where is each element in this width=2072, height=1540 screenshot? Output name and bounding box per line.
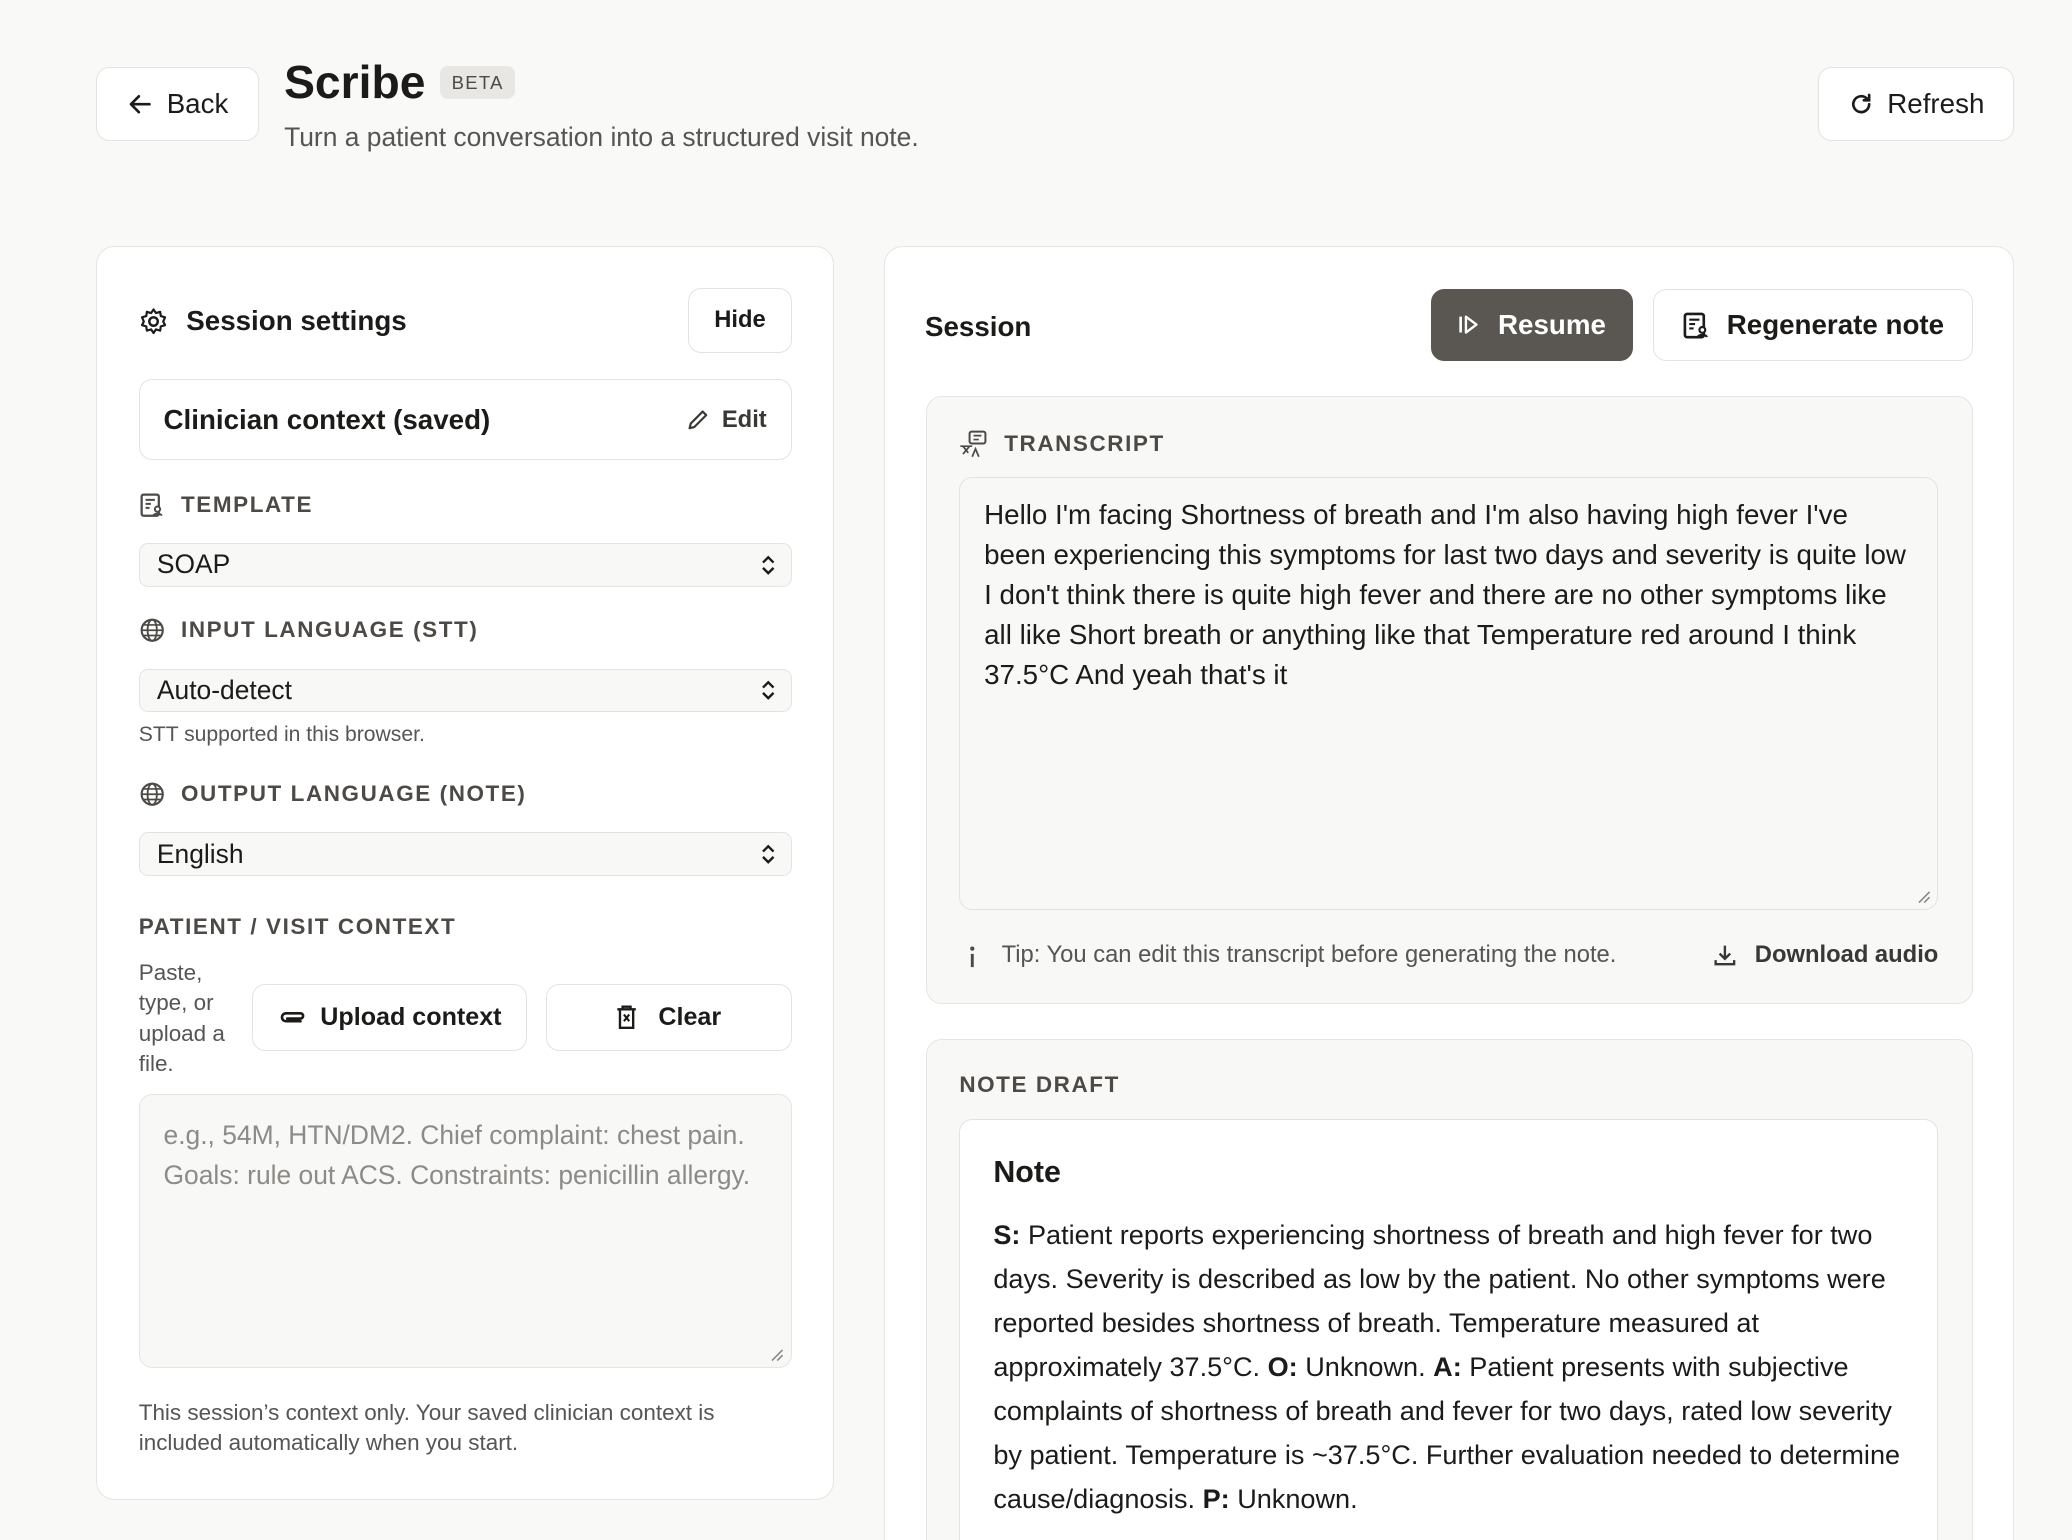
- download-audio-button[interactable]: [1713, 941, 1939, 969]
- context-help-text: Paste, type, or upload a file.: [138, 960, 225, 1077]
- output-language-label: [139, 781, 527, 807]
- refresh-icon: [1848, 91, 1874, 117]
- hide-button[interactable]: Hide: [688, 288, 791, 353]
- assessment-label: A:: [1433, 1350, 1462, 1382]
- output-language-label-text: OUTPUT LANGUAGE (NOTE): [181, 781, 527, 807]
- input-language-label-text: INPUT LANGUAGE (STT): [181, 617, 479, 643]
- page-subtitle: Turn a patient conversation into a structured visit note.: [284, 121, 919, 152]
- paperclip-icon: [278, 1008, 307, 1026]
- session-title: Session: [924, 310, 1032, 342]
- patient-context-placeholder: e.g., 54M, HTN/DM2. Chief complaint: chest pain. Goals: rule out ACS. Constraints: penicillin allergy.: [163, 1120, 751, 1190]
- arrow-left-icon: [127, 91, 153, 117]
- session-settings-title: Session settings: [186, 305, 407, 337]
- context-footer-text: This session’s context only. Your saved clinician context is included automatically when you start.: [138, 1400, 715, 1456]
- clear-button[interactable]: [546, 984, 792, 1050]
- subjective-text: Patient reports experiencing shortness of breath and high fever for two days. Severity is described as low by the patient. No other symptoms were reported besides shortness of breath. Temperature measured at approximately 37.5°C.: [993, 1219, 1886, 1382]
- transcript-text: Hello I'm facing Shortness of breath and I'm also having high fever I've been experiencing this symptoms for last two days and severity is quite low I don't think there is quite high fever and there are no other symptoms like all like Short breath or anything like that Temperature red around I think 37.5°C And yeah that's it: [984, 499, 1906, 691]
- pencil-icon: [686, 408, 710, 432]
- chevron-updown-icon: [759, 552, 777, 578]
- edit-label: Edit: [721, 405, 767, 433]
- note-heading: Note: [993, 1154, 1061, 1189]
- patient-context-label: PATIENT / VISIT CONTEXT: [138, 914, 457, 940]
- clear-label: Clear: [658, 1002, 722, 1031]
- back-button[interactable]: [96, 67, 259, 141]
- input-language-value: Auto-detect: [156, 674, 292, 705]
- upload-context-button[interactable]: [252, 984, 527, 1050]
- translate-icon: [959, 429, 988, 458]
- resume-button[interactable]: [1431, 289, 1633, 360]
- clinician-context-card: [139, 379, 792, 460]
- objective-text: Unknown.: [1297, 1350, 1434, 1382]
- transcript-label: [959, 429, 1164, 458]
- stt-help-text: STT supported in this browser.: [138, 722, 425, 746]
- assessment-text: Patient presents with subjective complaints of shortness of breath and fever for two days, rated low severity by patient. Temperature is ~37.5°C. Further evaluation needed to determine cause/diagnosis.: [993, 1350, 1901, 1514]
- upload-context-label: Upload context: [320, 1002, 502, 1031]
- refresh-button[interactable]: [1818, 67, 2014, 141]
- gear-icon: [139, 307, 168, 336]
- template-label-text: TEMPLATE: [181, 491, 314, 517]
- globe-icon: [139, 781, 165, 807]
- play-icon: [1458, 314, 1479, 335]
- plan-text: Unknown.: [1229, 1482, 1358, 1514]
- transcript-textarea[interactable]: [959, 477, 1938, 910]
- trash-x-icon: [616, 1004, 637, 1030]
- resume-label: Resume: [1498, 309, 1606, 341]
- note-draft-content[interactable]: [959, 1119, 1938, 1540]
- transcript-tip: [967, 941, 1616, 969]
- input-language-label: [139, 617, 479, 643]
- beta-badge: BETA: [440, 66, 515, 99]
- download-audio-label: Download audio: [1754, 940, 1939, 968]
- note-draft-label: NOTE DRAFT: [959, 1071, 1120, 1097]
- session-settings-header: [139, 305, 407, 337]
- input-language-select[interactable]: [139, 669, 792, 713]
- template-select[interactable]: [139, 543, 792, 587]
- globe-icon: [139, 617, 165, 643]
- download-icon: [1713, 943, 1737, 967]
- edit-button[interactable]: [686, 406, 767, 434]
- note-template-icon: [1682, 311, 1711, 340]
- plan-label: P:: [1202, 1482, 1230, 1514]
- template-value: SOAP: [156, 549, 231, 580]
- regenerate-note-button[interactable]: [1653, 289, 1973, 360]
- template-icon: [139, 492, 165, 518]
- page-title: Scribe: [284, 56, 426, 109]
- resize-handle-icon[interactable]: [1915, 888, 1931, 904]
- output-language-select[interactable]: [139, 832, 792, 876]
- tip-text: Tip: You can edit this transcript before generating the note.: [1001, 940, 1617, 968]
- template-label: [139, 492, 313, 518]
- objective-label: O:: [1267, 1350, 1298, 1382]
- info-icon: [967, 942, 978, 968]
- regenerate-note-label: Regenerate note: [1726, 309, 1945, 341]
- back-label: Back: [166, 88, 229, 120]
- patient-context-textarea[interactable]: [139, 1094, 792, 1368]
- output-language-value: English: [156, 838, 244, 869]
- resize-handle-icon[interactable]: [768, 1346, 784, 1362]
- clinician-context-title: Clinician context (saved): [163, 403, 491, 435]
- transcript-label-text: TRANSCRIPT: [1004, 430, 1165, 456]
- chevron-updown-icon: [759, 841, 777, 867]
- chevron-updown-icon: [759, 677, 777, 703]
- note-body: [993, 1213, 1904, 1520]
- refresh-label: Refresh: [1887, 88, 1985, 120]
- subjective-label: S:: [993, 1219, 1021, 1251]
